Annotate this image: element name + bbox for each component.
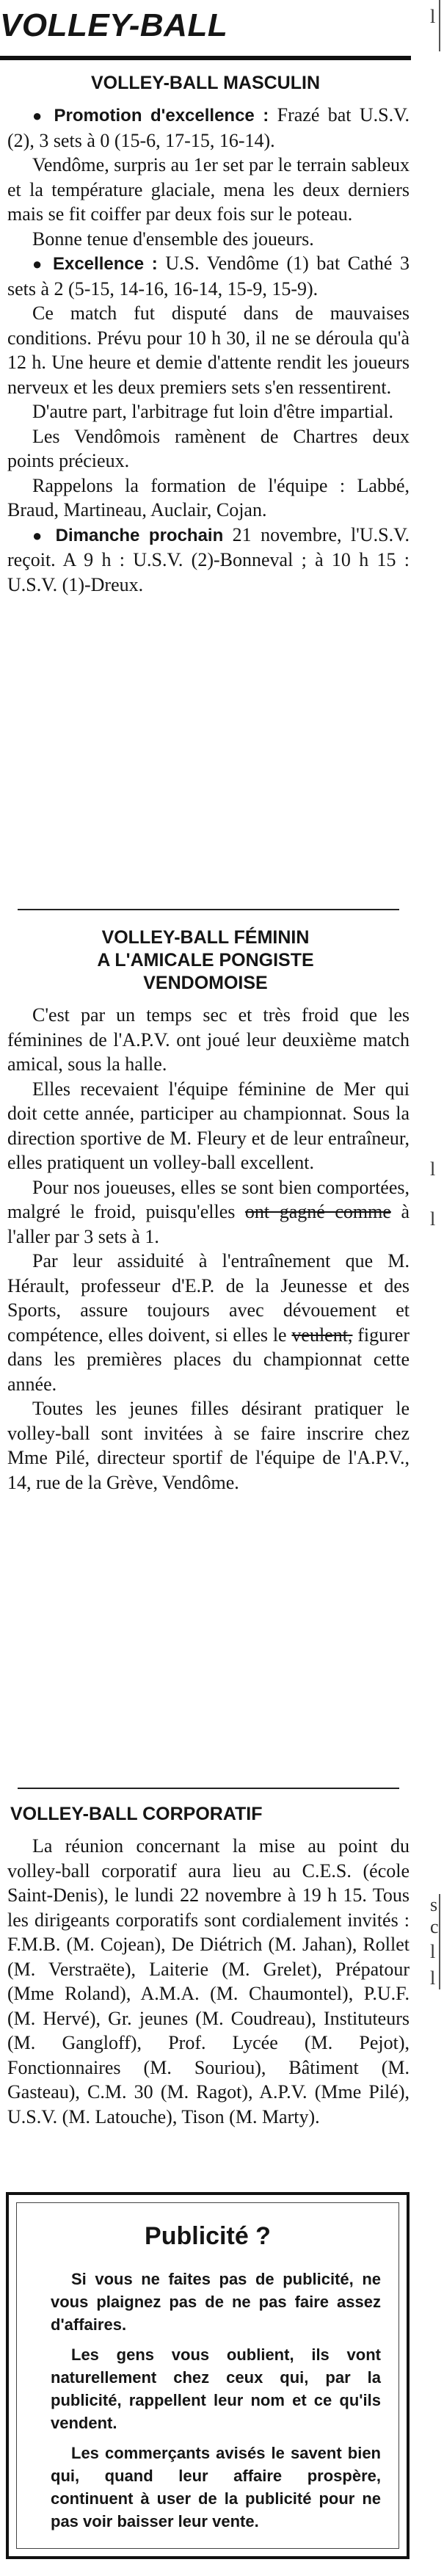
advert-title: Publicité ? bbox=[145, 2222, 271, 2250]
bullet-icon: ● bbox=[32, 106, 46, 125]
paragraph: ● Dimanche prochain 21 novembre, l'U.S.V. reçoit. A 9 h : U.S.V. (2)-Bonneval ; à 10 h 15 : U.S.V. (1)-Dreux. bbox=[7, 523, 410, 595]
paragraph: Pour nos joueuses, elles se sont bien comportées, malgré le froid, puisqu'elles ont gagné comme à l'aller par 3 sets à 1. bbox=[7, 1176, 410, 1247]
section-divider bbox=[18, 909, 399, 910]
paragraph: ● Excellence : U.S. Vendôme (1) bat Cathé 3 sets à 2 (5-15, 14-16, 16-14, 15-9, 15-9). bbox=[7, 253, 410, 300]
section-heading-feminin: VOLLEY-BALL FÉMININ A L'AMICALE PONGISTE VENDOMOISE bbox=[97, 927, 314, 993]
margin-glyph: c bbox=[430, 1916, 439, 1937]
title-rule bbox=[0, 56, 411, 60]
section-body-feminin bbox=[7, 1003, 410, 1495]
margin-glyph: l bbox=[430, 1967, 436, 1989]
paragraph: C'est par un temps sec et très froid que les féminines de l'A.P.V. ont joué leur deuxième match amical, sous la halle. bbox=[7, 1004, 410, 1075]
paragraph: D'autre part, l'arbitrage fut loin d'être impartial. bbox=[32, 401, 393, 422]
page-title: VOLLEY-BALL bbox=[0, 7, 228, 43]
paragraph: Vendôme, surpris au 1er set par le terrain sableux et la température glaciale, mena les deux derniers mais se fit coiffer par deux fois sur le poteau. bbox=[7, 154, 410, 225]
column-edge-line bbox=[439, 0, 440, 51]
paragraph: ● Promotion d'excellence : Frazé bat U.S.V. (2), 3 sets à 0 (15-6, 17-15, 16-14). bbox=[7, 104, 410, 151]
advert-paragraph: Les commerçants avisés le savent bien qui, quand leur affaire prospère, continuent à user de la publicité pour ne pas voir baisser leur vente. bbox=[51, 2444, 381, 2530]
struck-text: ont gagné comme bbox=[244, 1201, 391, 1222]
paragraph: Par leur assiduité à l'entraînement que M. Hérault, professeur d'E.P. de la Jeunesse et des Sports, assure toujours avec dévouement et compétence, elles doivent, si elles le veulent, figurer dans les premières places du championnat cette année. bbox=[7, 1250, 410, 1395]
bullet-icon: ● bbox=[32, 526, 47, 545]
bullet-icon: ● bbox=[32, 255, 46, 273]
advert-body bbox=[51, 2268, 381, 2540]
paragraph: Les Vendômois ramènent de Chartres deux points précieux. bbox=[7, 425, 410, 471]
margin-glyph: l bbox=[430, 6, 436, 27]
margin-glyph: s bbox=[430, 1894, 438, 1915]
section-body-masculin bbox=[7, 103, 410, 597]
advert-paragraph: Les gens vous oublient, ils vont naturellement chez ceux qui, par la publicité, rappellent leur nom et ce qu'ils vendent. bbox=[51, 2345, 381, 2432]
section-divider bbox=[18, 1788, 399, 1789]
advert-paragraph: Si vous ne faites pas de publicité, ne vous plaignez pas de ne pas faire assez d'affaires. bbox=[51, 2270, 381, 2334]
margin-glyph: l bbox=[430, 1158, 436, 1180]
paragraph: Toutes les jeunes filles désirant pratiquer le volley-ball sont invitées à se faire inscrire chez Mme Pilé, directeur sportif de l'équipe de l'A.P.V., 14, rue de la Grève, Vendôme. bbox=[7, 1398, 410, 1493]
paragraph: Elles recevaient l'équipe féminine de Mer qui doit cette année, participer au championnat. Sous la direction sportive de M. Fleury et de leur entraîneur, elles pratiquent un volley-ball excellent. bbox=[7, 1078, 410, 1173]
adjacent-column-fragments bbox=[427, 0, 444, 2576]
section-heading-masculin: VOLLEY-BALL MASCULIN bbox=[90, 73, 321, 93]
paragraph: Ce match fut disputé dans de mauvaises conditions. Prévu pour 10 h 30, il ne se déroula qu'à 12 h. Une heure et demie d'attente rendit les joueurs nerveux et les deux premiers sets s'en ressentirent. bbox=[7, 302, 410, 398]
paragraph: Bonne tenue d'ensemble des joueurs. bbox=[32, 228, 314, 250]
section-heading-corporatif: VOLLEY-BALL CORPORATIF bbox=[10, 1804, 263, 1824]
advert-box bbox=[6, 2192, 410, 2559]
advert-inner-frame bbox=[16, 2202, 399, 2549]
margin-glyph: l bbox=[430, 1941, 436, 1962]
margin-glyph: l bbox=[430, 1208, 436, 1230]
paragraph: Rappelons la formation de l'équipe : Labbé, Braud, Martineau, Auclair, Cojan. bbox=[7, 474, 410, 520]
section-body-corporatif bbox=[7, 1834, 410, 2129]
paragraph: La réunion concernant la mise au point du volley-ball corporatif aura lieu au C.E.S. (école Saint-Denis), le lundi 22 novembre à 19 h 15. Tous les dirigeants corporatifs sont cordialement invités : F.M.B. (M. Cojean), De Diétrich (M. Jahan), Rollet (M. Verstraëte), Laiterie (M. Grelet), Prépatour (Mme Roland), A.M.A. (M. Chaumontel), P.U.F. (M. Hervé), Gr. jeunes (M. Coudreau), Instituteurs (M. Gangloff), Prof. Lycée (M. Pejot), Fonctionnaires (M. Souriou), Bâtiment (M. Gasteau), C.M. 30 (M. Ragot), A.P.V. (Mme Pilé), U.S.V. (M. Latouche), Tison (M. Marty). bbox=[7, 1835, 410, 2127]
column-edge-line bbox=[439, 1894, 440, 1989]
struck-text: veulent, bbox=[291, 1324, 353, 1346]
